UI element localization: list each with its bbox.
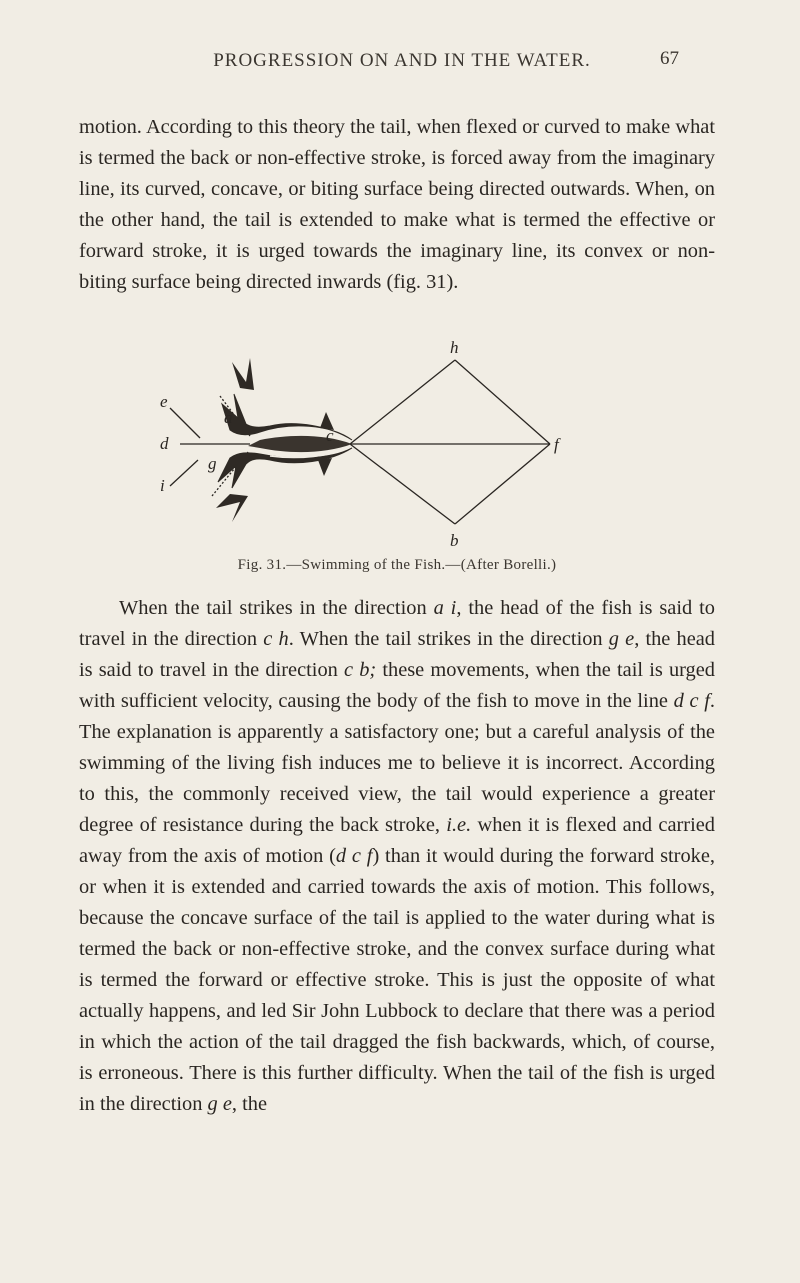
p2-var-8: g e	[207, 1093, 232, 1115]
line-e	[170, 408, 200, 438]
p2-var-3: g e	[608, 628, 635, 650]
fish-swimming-diagram	[120, 336, 680, 586]
label-h: h	[450, 338, 459, 357]
p2-text-5: these movements, when the tail is urged with sufficient velocity, causing the body of the fish to move in the line	[79, 659, 715, 712]
running-head: PROGRESSION ON AND IN THE WATER.	[213, 50, 591, 71]
label-d: d	[160, 434, 169, 453]
line-i	[170, 460, 198, 486]
figure-31	[120, 336, 680, 586]
p2-text-9: , the	[231, 1093, 267, 1115]
p2-text-8: ) than it would during the forward stroke, or when it is extended and carried towards the axis of motion. This follows, because the concave surface of the tail is applied to the water during what is termed the back or non-effective stroke, and the convex surface during what is termed the forward or effective stroke. This is just the opposite of what actually happens, and led Sir John Lubbock to declare that there was a period in which the action of the tail dragged the fish backwards, which, of course, is erroneous. There is this further difficulty. When the tail of the fish is urged in the direction	[79, 845, 715, 1115]
p2-text-2: , the head of the fish is said to travel in the direction	[79, 597, 715, 650]
line-b-f	[455, 444, 550, 524]
p2-var-6: i.e.	[446, 814, 472, 836]
line-c-b	[350, 444, 455, 524]
tail-lower	[216, 494, 248, 522]
fish-lower-fin	[318, 458, 332, 476]
fish-middle	[248, 436, 352, 452]
p2-text-3: . When the tail strikes in the direction	[288, 628, 609, 650]
p2-var-5: d c f	[673, 690, 710, 712]
figure-caption: Fig. 31.—Swimming of the Fish.—(After Borelli.)	[237, 557, 557, 573]
label-e: e	[160, 392, 168, 411]
paragraph-1: motion. According to this theory the tail, when flexed or curved to make what is termed the back or non-effective stroke, is forced away from the imaginary line, its curved, concave, or biting surface being directed outwards. When, on the other hand, the tail is extended to make what is termed the effective or forward stroke, it is urged towards the imaginary line, its convex or non-biting surface being directed inwards (fig. 31).	[79, 116, 715, 293]
tail-upper	[232, 358, 254, 390]
line-c-h	[350, 360, 455, 444]
p2-text-7: when it is flexed and carried away from the axis of motion (	[79, 814, 715, 867]
label-f: f	[554, 435, 559, 454]
p2-var-4: c b;	[344, 659, 377, 681]
label-c: c	[326, 426, 334, 445]
p2-text-6: . The explanation is apparently a satisfactory one; but a careful analysis of the swimming of the living fish induces me to believe it is incorrect. According to this, the commonly received view, the tail would experience a greater degree of resistance during the back stroke,	[79, 690, 715, 836]
paragraph-2	[79, 593, 715, 1120]
label-g: g	[208, 454, 217, 473]
line-h-f	[455, 360, 550, 444]
p2-text-4: , the head is said to travel in the direction	[79, 628, 715, 681]
p2-var-7: d c f	[335, 845, 373, 867]
p2-var-1: a i	[433, 597, 457, 619]
p2-var-2: c h	[263, 628, 289, 650]
label-i: i	[160, 476, 165, 495]
label-a: a	[224, 408, 233, 427]
label-b: b	[450, 531, 459, 550]
page-number: 67	[660, 48, 679, 69]
p2-text-1: When the tail strikes in the direction	[119, 597, 434, 619]
